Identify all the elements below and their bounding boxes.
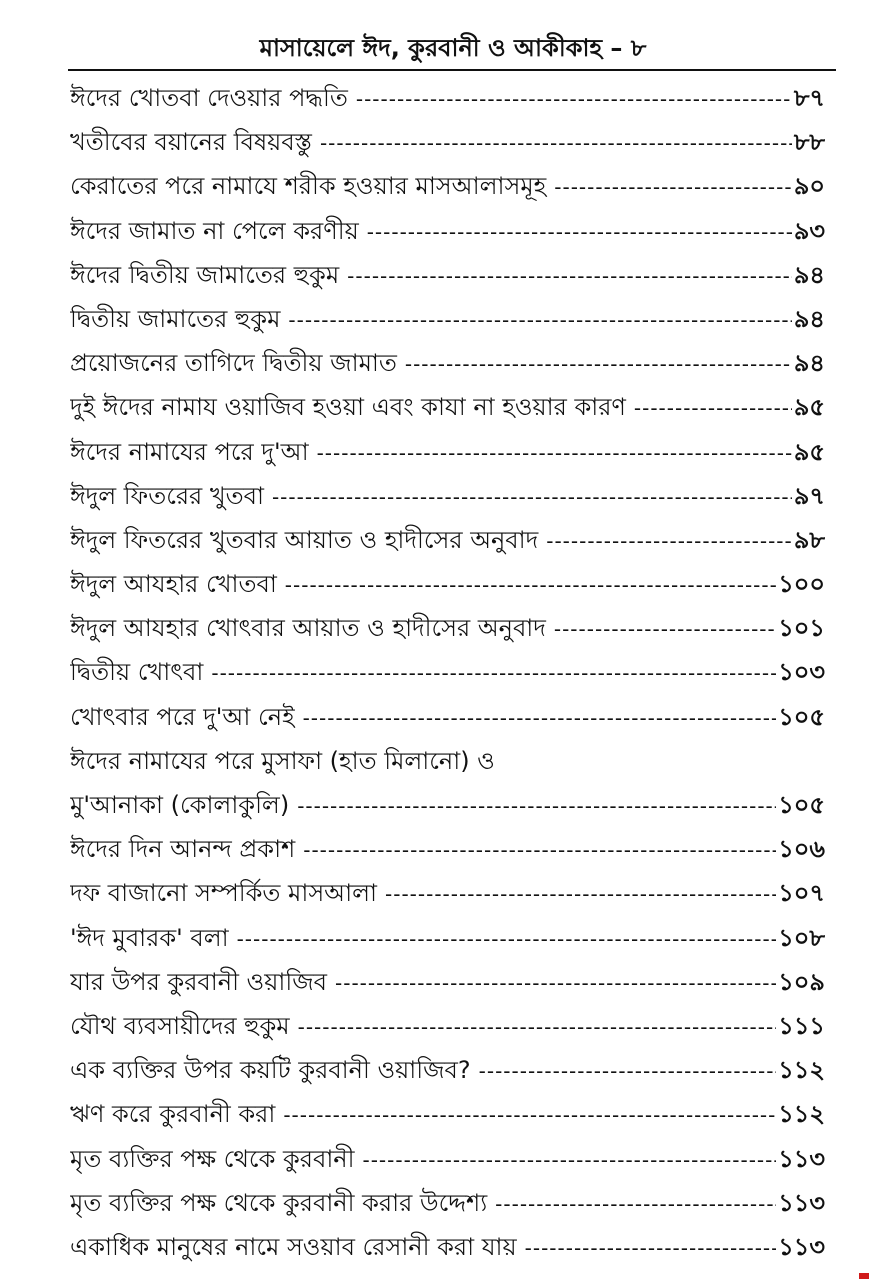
toc-entry-page-number: ১১১ <box>778 1011 825 1040</box>
toc-entry-title: মৃত ব্যক্তির পক্ষ থেকে কুরবানী <box>70 1144 355 1173</box>
dot-leader <box>317 431 792 474</box>
toc-entry-page-number: ১০৯ <box>778 967 825 996</box>
toc-entry-page-number: ১০৬ <box>778 835 825 864</box>
toc-entry <box>70 1092 825 1136</box>
toc-entry <box>70 1048 825 1092</box>
dot-leader <box>363 1138 777 1181</box>
toc-entry <box>70 1137 825 1181</box>
toc-entry-title: ঈদের নামাযের পরে দু'আ <box>70 437 309 466</box>
toc-entry-title: একাধিক মানুষের নামে সওয়াব রেসানী করা যায় <box>70 1232 517 1261</box>
toc-entry-page-number: ১১২ <box>778 1100 825 1129</box>
toc-entry-title: ঈদের জামাত না পেলে করণীয় <box>70 216 359 245</box>
toc-entry <box>70 695 825 739</box>
dot-leader <box>237 917 777 960</box>
toc-entry <box>70 960 825 1004</box>
toc-entry-page-number: ৯৪ <box>793 349 825 378</box>
toc-entry <box>70 1004 825 1048</box>
corner-color-mark <box>859 1273 869 1279</box>
toc-entry-page-number: ১১৩ <box>778 1188 825 1217</box>
toc-entry <box>70 1181 825 1225</box>
toc-entry <box>70 783 825 827</box>
toc-entry <box>70 827 825 871</box>
header-rule <box>68 69 836 71</box>
dot-leader <box>634 386 792 429</box>
toc-entry <box>70 385 825 429</box>
dot-leader <box>297 784 776 827</box>
dot-leader <box>283 1093 776 1136</box>
toc-entry-page-number: ৮৮ <box>793 128 825 157</box>
toc-entry-page-number: ১০৭ <box>778 879 825 908</box>
dot-leader <box>479 1049 777 1092</box>
toc-entry-title: দ্বিতীয় খোৎবা <box>70 658 204 687</box>
toc-entry <box>70 430 825 474</box>
dot-leader <box>211 651 776 694</box>
toc-entry-title: ঈদের দিন আনন্দ প্রকাশ <box>70 835 296 864</box>
table-of-contents <box>70 76 825 1269</box>
toc-entry <box>70 871 825 915</box>
toc-entry <box>70 120 825 164</box>
toc-entry-page-number: ১০৫ <box>778 791 825 819</box>
dot-leader <box>303 696 777 739</box>
dot-leader <box>298 1005 777 1048</box>
toc-entry-title: 'ঈদ মুবারক' বলা <box>70 923 229 952</box>
toc-entry-title: ঈদের দ্বিতীয় জামাতের হুকুম <box>70 260 340 289</box>
toc-entry-title: কেরাতের পরে নামাযে শরীক হওয়ার মাসআলাসমূহ <box>70 172 547 201</box>
dot-leader <box>525 1226 777 1269</box>
toc-entry-title: মু'আনাকা (কোলাকুলি) <box>70 791 290 819</box>
running-header: মাসায়েলে ঈদ, কুরবানী ও আকীকাহ – ৮ <box>259 34 647 62</box>
dot-leader <box>272 475 792 518</box>
toc-entry-title: খোৎবার পরে দু'আ নেই <box>70 702 295 731</box>
toc-entry-title: দফ বাজানো সম্পর্কিত মাসআলা <box>70 879 378 908</box>
toc-entry <box>70 650 825 694</box>
toc-entry <box>70 164 825 208</box>
toc-entry-title: প্রয়োজনের তাগিদে দ্বিতীয় জামাত <box>70 349 397 378</box>
dot-leader <box>554 607 776 650</box>
toc-entry-page-number: ১০৫ <box>778 702 825 731</box>
toc-entry <box>70 474 825 518</box>
dot-leader <box>546 519 792 562</box>
dot-leader <box>554 165 792 208</box>
toc-entry-title: ঋণ করে কুরবানী করা <box>70 1100 276 1129</box>
toc-entry <box>70 209 825 253</box>
toc-entry-page-number: ৯৪ <box>793 260 825 289</box>
toc-entry-title: মৃত ব্যক্তির পক্ষ থেকে কুরবানী করার উদ্দেশ্য <box>70 1188 488 1217</box>
toc-entry <box>70 1225 825 1269</box>
toc-entry-title: এক ব্যক্তির উপর কয়টি কুরবানী ওয়াজিব? <box>70 1056 471 1085</box>
toc-entry-page-number: ১০০ <box>778 570 825 599</box>
toc-entry-title: ঈদুল আযহার খোতবা <box>70 570 277 599</box>
toc-entry <box>70 76 825 120</box>
toc-entry-title: দ্বিতীয় জামাতের হুকুম <box>70 304 281 333</box>
toc-entry-title: ঈদুল ফিতরের খুতবা <box>70 481 264 510</box>
toc-entry-title: দুই ঈদের নামায ওয়াজিব হওয়া এবং কাযা না হওয়ার কারণ <box>70 393 626 422</box>
dot-leader <box>356 77 792 120</box>
dot-leader <box>367 210 792 253</box>
dot-leader <box>320 121 792 164</box>
toc-entry <box>70 739 825 783</box>
toc-entry-page-number: ১১৩ <box>778 1144 825 1173</box>
toc-entry-title: যৌথ ব্যবসায়ীদের হুকুম <box>70 1011 290 1040</box>
toc-entry-page-number: ১১৩ <box>778 1232 825 1261</box>
toc-entry-page-number: ৯৫ <box>793 393 825 422</box>
dot-leader <box>385 872 776 915</box>
toc-entry-page-number: ১১২ <box>778 1056 825 1085</box>
toc-entry-title: যার উপর কুরবানী ওয়াজিব <box>70 967 328 996</box>
toc-entry-title: ঈদের খোতবা দেওয়ার পদ্ধতি <box>70 84 348 112</box>
dot-leader <box>405 342 792 385</box>
dot-leader <box>495 1182 776 1225</box>
toc-entry <box>70 606 825 650</box>
toc-entry-page-number: ৮৭ <box>793 84 825 112</box>
toc-entry-page-number: ৯৩ <box>793 216 825 245</box>
dot-leader <box>288 298 791 341</box>
toc-entry <box>70 341 825 385</box>
toc-entry-page-number: ৯৭ <box>793 481 825 510</box>
toc-entry-page-number: ১০৮ <box>778 923 825 952</box>
dot-leader <box>303 828 776 871</box>
toc-entry-title: ঈদের নামাযের পরে মুসাফা (হাত মিলানো) ও <box>70 746 495 775</box>
toc-entry-title: ঈদুল ফিতরের খুতবার আয়াত ও হাদীসের অনুবাদ <box>70 525 539 554</box>
toc-entry-page-number: ১০৩ <box>778 658 825 687</box>
toc-entry-title: খতীবের বয়ানের বিষয়বস্তু <box>70 128 312 157</box>
toc-entry-page-number: ৯৫ <box>793 437 825 466</box>
toc-entry <box>70 297 825 341</box>
dot-leader <box>285 563 776 606</box>
toc-entry-page-number: ৯০ <box>793 172 825 201</box>
toc-entry <box>70 916 825 960</box>
dot-leader <box>347 254 792 297</box>
toc-entry-page-number: ৯৮ <box>793 525 825 554</box>
dot-leader <box>335 961 776 1004</box>
toc-entry <box>70 562 825 606</box>
toc-entry-title: ঈদুল আযহার খোৎবার আয়াত ও হাদীসের অনুবাদ <box>70 614 546 643</box>
toc-entry <box>70 518 825 562</box>
toc-entry-page-number: ৯৪ <box>793 304 825 333</box>
toc-entry <box>70 253 825 297</box>
toc-entry-page-number: ১০১ <box>778 614 825 643</box>
